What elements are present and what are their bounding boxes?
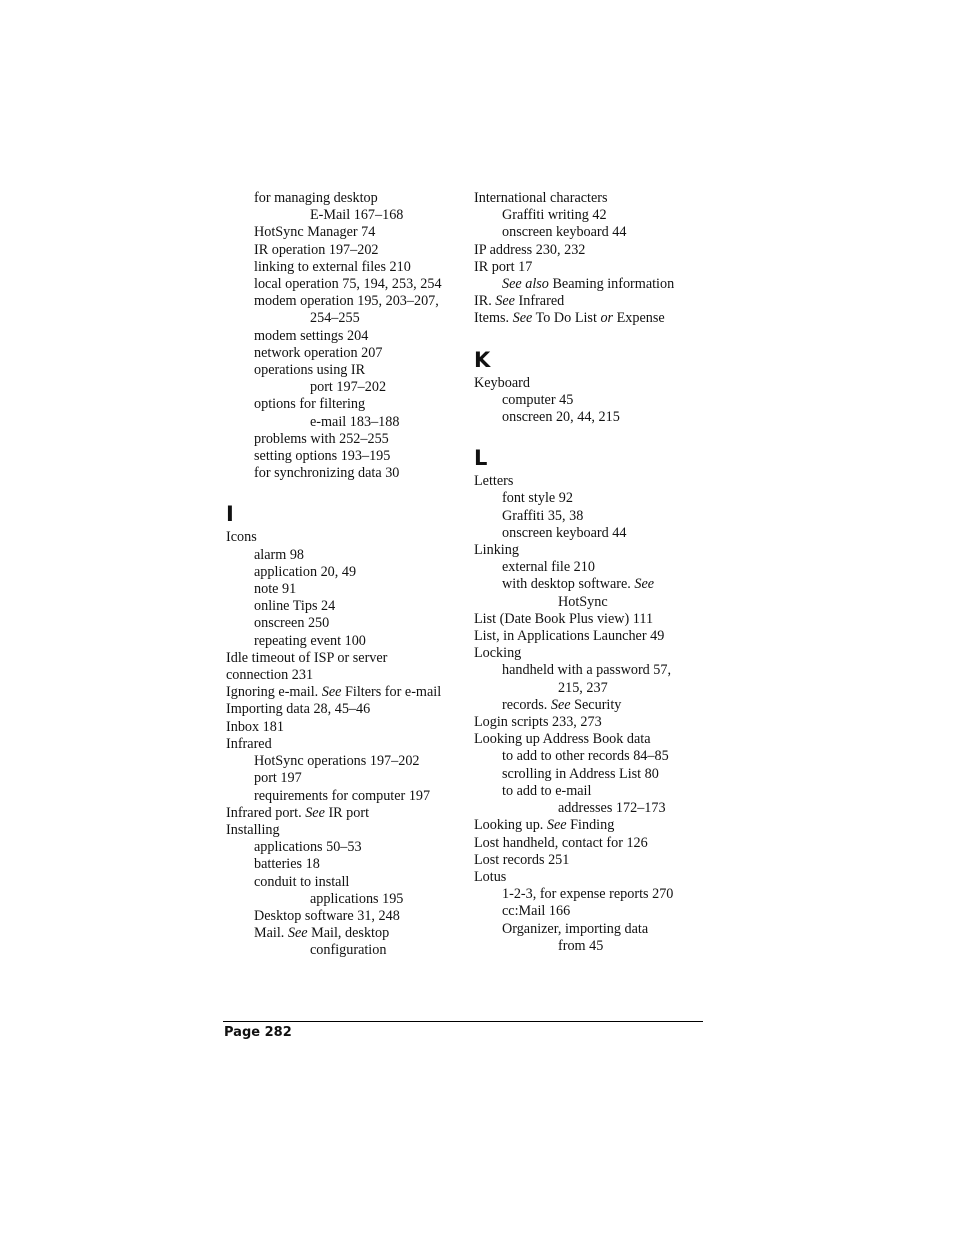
index-subentry — [474, 766, 714, 783]
entry-text: HotSync operations 197–202 — [254, 753, 420, 770]
entry-text: Infrared port. — [226, 804, 306, 821]
entry-text: 215, 237 — [558, 679, 608, 696]
index-continuation — [474, 594, 714, 611]
entry-text: e-mail 183–188 — [310, 413, 400, 430]
index-subentry — [474, 662, 714, 679]
entry-text: IR. — [474, 293, 496, 310]
entry-text: computer 45 — [502, 391, 574, 408]
entry-text: applications 195 — [310, 890, 404, 907]
index-continuation — [226, 891, 466, 908]
entry-text: onscreen keyboard 44 — [502, 224, 627, 241]
entry-text: note 91 — [254, 581, 297, 598]
entry-text: List, in Applications Launcher 49 — [474, 628, 665, 645]
index-subentry — [226, 615, 466, 632]
entry-text: Linking — [474, 542, 519, 559]
index-entry — [474, 835, 714, 852]
index-subentry — [226, 448, 466, 465]
entry-text: List (Date Book Plus view) 111 — [474, 610, 654, 627]
section-heading: K — [474, 347, 491, 372]
entry-text: batteries 18 — [254, 856, 320, 873]
index-entry — [226, 736, 466, 753]
entry-text: IR operation 197–202 — [254, 241, 379, 258]
index-entry — [226, 529, 466, 546]
entry-text: Finding — [566, 817, 615, 834]
entry-text: IR port 17 — [474, 258, 533, 275]
entry-text: network operation 207 — [254, 344, 383, 361]
entry-text: 254–255 — [310, 310, 360, 327]
index-subentry — [474, 224, 714, 241]
cross-reference-term: or — [600, 310, 614, 327]
entry-text: options for filtering — [254, 396, 366, 413]
index-subentry — [226, 362, 466, 379]
index-subentry — [474, 886, 714, 903]
entry-text: setting options 193–195 — [254, 448, 391, 465]
index-continuation — [226, 310, 466, 327]
entry-text: Filters for e-mail — [341, 684, 442, 701]
index-entry — [474, 852, 714, 869]
index-subentry — [474, 559, 714, 576]
index-subentry — [474, 508, 714, 525]
index-entry — [474, 542, 714, 559]
entry-text: Beaming information — [548, 276, 675, 293]
entry-text: connection 231 — [226, 667, 314, 684]
footer-rule — [223, 1021, 703, 1022]
entry-text: application 20, 49 — [254, 563, 357, 580]
section-heading: I — [226, 502, 234, 527]
index-entry — [474, 473, 714, 490]
entry-text: Items. — [474, 310, 513, 327]
index-subentry — [226, 276, 466, 293]
index-subentry — [226, 259, 466, 276]
index-subentry — [226, 925, 466, 942]
index-entry — [474, 611, 714, 628]
entry-text: Lotus — [474, 868, 507, 885]
index-subentry — [474, 207, 714, 224]
page-number: Page 282 — [224, 1025, 292, 1040]
cross-reference-term: See — [634, 576, 655, 593]
index-entry — [474, 259, 714, 276]
index-subentry — [226, 908, 466, 925]
index-subentry — [226, 345, 466, 362]
entry-text: Desktop software 31, 248 — [254, 907, 400, 924]
entry-text: Installing — [226, 821, 280, 838]
entry-text: repeating event 100 — [254, 632, 366, 649]
index-entry — [474, 869, 714, 886]
entry-text: operations using IR — [254, 362, 366, 379]
index-continuation — [474, 800, 714, 817]
entry-text: Inbox 181 — [226, 718, 284, 735]
index-continuation — [474, 938, 714, 955]
entry-text: IP address 230, 232 — [474, 241, 586, 258]
index-subentry — [226, 190, 466, 207]
index-subentry — [474, 576, 714, 593]
entry-text: conduit to install — [254, 873, 350, 890]
index-continuation — [226, 414, 466, 431]
index-subentry — [226, 465, 466, 482]
cross-reference-term: See — [495, 293, 515, 310]
entry-text: Organizer, importing data — [502, 920, 649, 937]
cross-reference-term: See also — [502, 276, 549, 293]
entry-text: applications 50–53 — [254, 839, 362, 856]
entry-text: Infrared — [514, 293, 565, 310]
index-continuation — [226, 942, 466, 959]
index-subentry — [226, 328, 466, 345]
entry-text: IR port — [324, 804, 370, 821]
index-column-left — [226, 190, 466, 960]
entry-text: port 197 — [254, 770, 302, 787]
cross-reference-term: See — [550, 696, 571, 713]
index-subentry — [226, 224, 466, 241]
entry-text: International characters — [474, 190, 608, 206]
entry-text: scrolling in Address List 80 — [502, 765, 659, 782]
entry-text: requirements for computer 197 — [254, 787, 431, 804]
entry-text: Locking — [474, 645, 522, 662]
index-subentry — [226, 581, 466, 598]
entry-text: for managing desktop — [254, 190, 378, 206]
index-subentry — [474, 276, 714, 293]
entry-text: Mail, desktop — [307, 925, 390, 942]
entry-text: local operation 75, 194, 253, 254 — [254, 276, 442, 293]
index-subentry — [226, 770, 466, 787]
index-subentry — [474, 783, 714, 800]
index-subentry — [226, 753, 466, 770]
entry-text: HotSync — [558, 593, 608, 610]
entry-text: font style 92 — [502, 490, 573, 507]
entry-text: to add to e-mail — [502, 782, 592, 799]
entry-text: to add to other records 84–85 — [502, 748, 669, 765]
section-heading: L — [474, 446, 488, 471]
entry-text: online Tips 24 — [254, 598, 336, 615]
entry-text: Login scripts 233, 273 — [474, 714, 602, 731]
index-entry — [474, 190, 714, 207]
index-continuation — [226, 207, 466, 224]
index-entry — [226, 805, 466, 822]
index-column-right — [474, 190, 714, 955]
entry-text: for synchronizing data 30 — [254, 465, 400, 482]
index-subentry — [474, 748, 714, 765]
entry-text: Icons — [226, 529, 257, 546]
index-entry — [226, 667, 466, 684]
index-continuation — [226, 379, 466, 396]
index-entry — [226, 822, 466, 839]
entry-text: Mail. — [254, 925, 288, 942]
entry-text: modem settings 204 — [254, 327, 369, 344]
entry-text: Looking up. — [474, 817, 547, 834]
entry-text: onscreen 20, 44, 215 — [502, 409, 620, 426]
entry-text: Idle timeout of ISP or server — [226, 649, 388, 666]
index-subentry — [474, 697, 714, 714]
index-entry — [226, 684, 466, 701]
index-entry — [474, 817, 714, 834]
entry-text: Ignoring e-mail. — [226, 684, 322, 701]
cross-reference-term: See — [305, 804, 325, 821]
index-subentry — [226, 547, 466, 564]
entry-text: configuration — [310, 942, 387, 959]
index-subentry — [474, 525, 714, 542]
entry-text: Expense — [613, 310, 665, 327]
entry-text: cc:Mail 166 — [502, 903, 571, 920]
cross-reference-term: See — [512, 310, 533, 327]
cross-reference-term: See — [321, 684, 342, 701]
entry-text: HotSync Manager 74 — [254, 224, 376, 241]
entry-text: 1-2-3, for expense reports 270 — [502, 886, 674, 903]
index-entry — [474, 375, 714, 392]
entry-text: handheld with a password 57, — [502, 662, 672, 679]
index-subentry — [474, 490, 714, 507]
entry-text: Security — [570, 696, 622, 713]
cross-reference-term: See — [546, 817, 567, 834]
entry-text: modem operation 195, 203–207, — [254, 293, 439, 310]
entry-text: linking to external files 210 — [254, 258, 411, 275]
index-subentry — [226, 856, 466, 873]
entry-text: To Do List — [532, 310, 601, 327]
entry-text: Lost records 251 — [474, 851, 570, 868]
index-entry — [474, 645, 714, 662]
entry-text: Keyboard — [474, 374, 530, 391]
entry-text: Letters — [474, 473, 514, 490]
index-entry — [474, 714, 714, 731]
entry-text: Lost handheld, contact for 126 — [474, 834, 648, 851]
entry-text: records. — [502, 696, 551, 713]
index-subentry — [474, 921, 714, 938]
index-subentry — [474, 903, 714, 920]
index-entry — [226, 701, 466, 718]
index-entry — [474, 310, 714, 327]
entry-text: Graffiti writing 42 — [502, 207, 607, 224]
entry-text: alarm 98 — [254, 546, 305, 563]
index-entry — [474, 731, 714, 748]
index-entry — [474, 628, 714, 645]
index-entry — [474, 293, 714, 310]
entry-text: onscreen keyboard 44 — [502, 524, 627, 541]
entry-text: from 45 — [558, 937, 604, 954]
index-subentry — [226, 598, 466, 615]
entry-text: Infrared — [226, 735, 272, 752]
entry-text: problems with 252–255 — [254, 430, 389, 447]
cross-reference-term: See — [287, 925, 308, 942]
index-subentry — [474, 409, 714, 426]
entry-text: Importing data 28, 45–46 — [226, 701, 371, 718]
entry-text: external file 210 — [502, 559, 595, 576]
entry-text: E-Mail 167–168 — [310, 207, 404, 224]
entry-text: port 197–202 — [310, 379, 387, 396]
entry-text: onscreen 250 — [254, 615, 330, 632]
index-subentry — [226, 396, 466, 413]
entry-text: with desktop software. — [502, 576, 635, 593]
index-entry — [226, 719, 466, 736]
entry-text: Looking up Address Book data — [474, 731, 651, 748]
index-subentry — [226, 564, 466, 581]
index-continuation — [474, 680, 714, 697]
index-subentry — [226, 788, 466, 805]
index-subentry — [226, 839, 466, 856]
entry-text: addresses 172–173 — [558, 800, 666, 817]
index-subentry — [226, 633, 466, 650]
index-subentry — [226, 293, 466, 310]
entry-text: Graffiti 35, 38 — [502, 507, 584, 524]
index-entry — [226, 650, 466, 667]
index-subentry — [226, 431, 466, 448]
index-subentry — [474, 392, 714, 409]
index-subentry — [226, 874, 466, 891]
index-entry — [474, 242, 714, 259]
index-subentry — [226, 242, 466, 259]
